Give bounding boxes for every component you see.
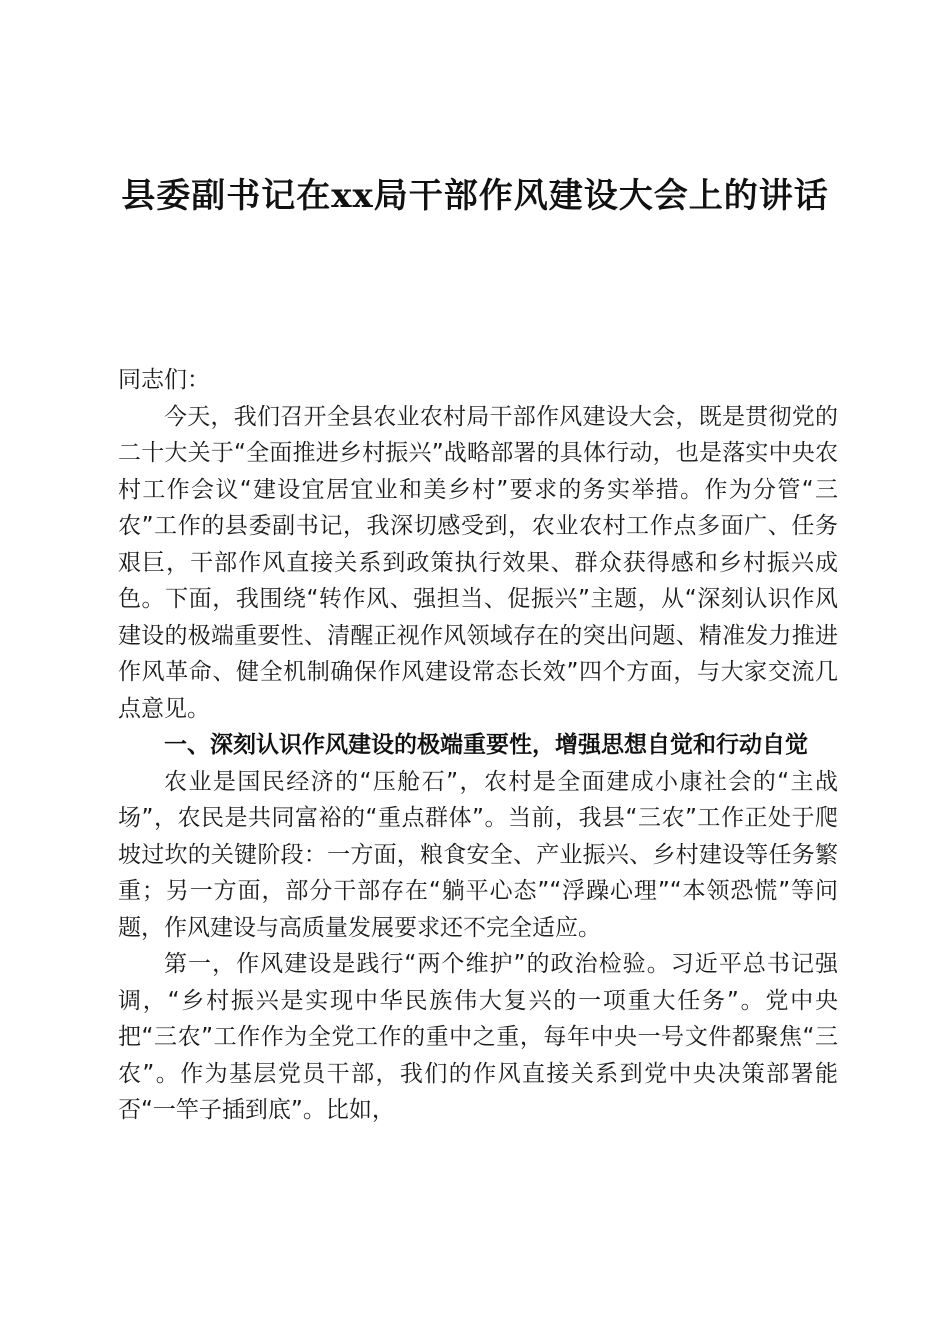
document-title: 县委副书记在xx局干部作风建设大会上的讲话 <box>121 176 829 216</box>
paragraph-intro: 今天，我们召开全县农业农村局干部作风建设大会，既是贯彻党的二十大关于“全面推进乡村振兴”战略部署的具体行动，也是落实中央农村工作会议“建设宜居宜业和美乡村”要求的务实举措。作为分管“三农”工作的县委副书记，我深切感受到，农业农村工作点多面广、任务艰巨，干部作风直接关系到政策执行效果、群众获得感和乡村振兴成色。下面，我围绕“转作风、强担当、促振兴”主题，从“深刻认识作风建设的极端重要性、清醒正视作风领域存在的突出问题、精准发力推进作风革命、健全机制确保作风建设常态长效”四个方面，与大家交流几点意见。 <box>118 403 838 722</box>
salutation: 同志们： <box>118 367 210 393</box>
document-body <box>118 362 838 1129</box>
paragraph-first-point: 第一，作风建设是践行“两个维护”的政治检验。习近平总书记强调，“乡村振兴是实现中华民族伟大复兴的一项重大任务”。党中央把“三农”工作作为全党工作的重中之重，每年中央一号文件都聚焦“三农”。作为基层党员干部，我们的作风直接关系到党中央决策部署能否“一竿子插到底”。比如， <box>118 951 838 1123</box>
section-heading-1: 一、深刻认识作风建设的极端重要性，增强思想自觉和行动自觉 <box>164 732 808 758</box>
paragraph-context: 农业是国民经济的“压舱石”，农村是全面建成小康社会的“主战场”，农民是共同富裕的“重点群体”。当前，我县“三农”工作正处于爬坡过坎的关键阶段：一方面，粮食安全、产业振兴、乡村建设等任务繁重；另一方面，部分干部存在“躺平心态”“浮躁心理”“本领恐慌”等问题，作风建设与高质量发展要求还不完全适应。 <box>118 768 838 941</box>
